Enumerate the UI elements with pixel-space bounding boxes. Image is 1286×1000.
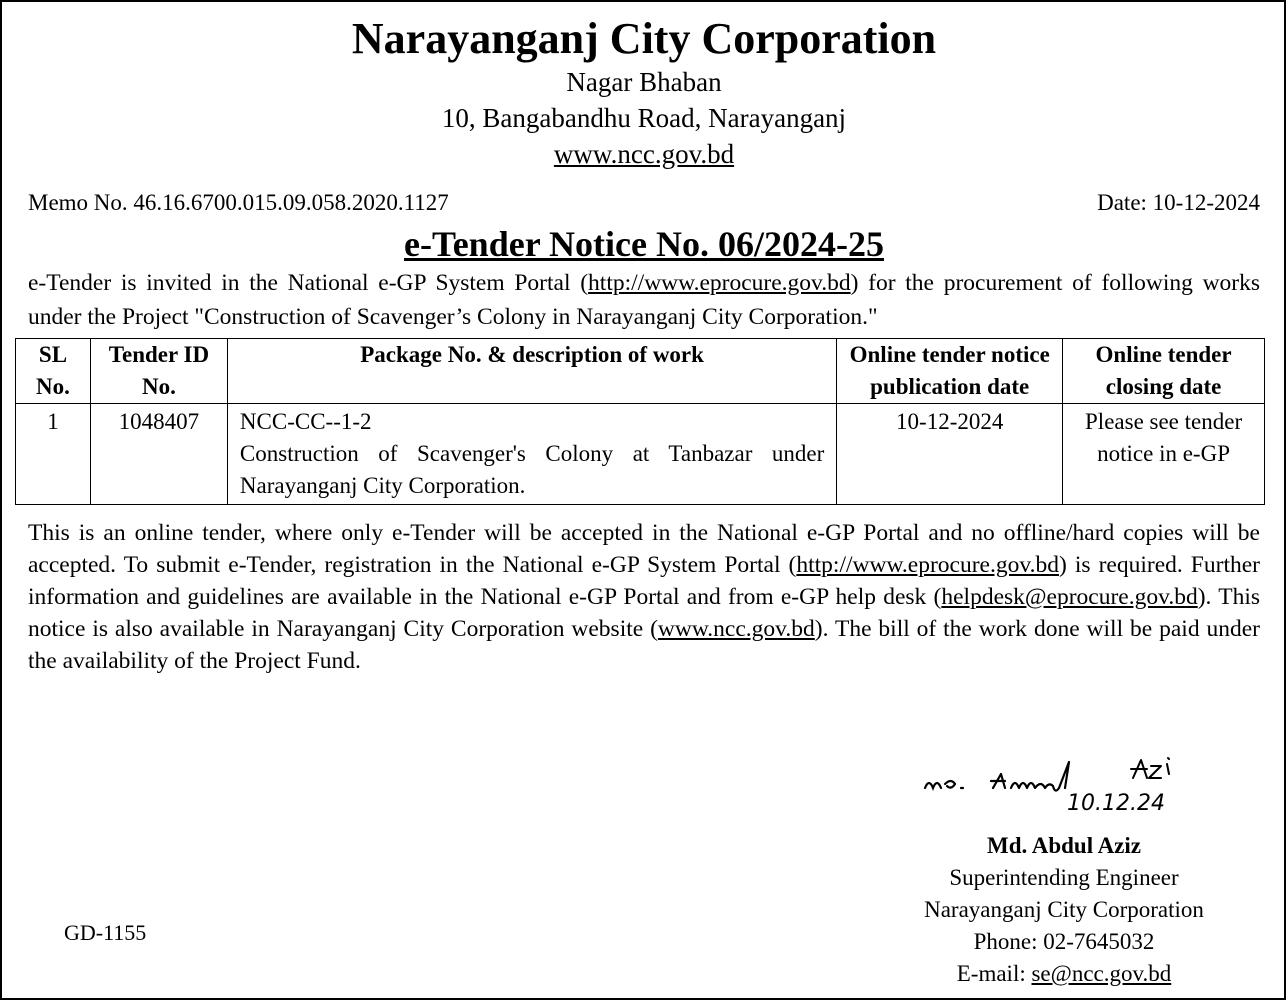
intro-text-2: ) for the procurement of following works under the Project "Construction of Scavenger’s Colony in Narayanganj City Corporation." xyxy=(28,270,1261,330)
header-closing-date: Online tender closing date xyxy=(1063,339,1265,404)
table-row xyxy=(16,404,1265,505)
signer-name: Md. Abdul Aziz xyxy=(986,833,1141,858)
gd-number: GD-1155 xyxy=(64,920,147,945)
header-tender-id: Tender ID No. xyxy=(90,339,227,404)
cell-closing-date: Please see tender notice in e-GP xyxy=(1063,404,1265,505)
memo-date: Date: 10-12-2024 xyxy=(1097,190,1260,215)
header-package: Package No. & description of work xyxy=(227,339,836,404)
address: 10, Bangabandhu Road, Narayanganj xyxy=(441,103,847,133)
table-header-row xyxy=(16,339,1265,404)
cell-tender-id: 1048407 xyxy=(90,404,227,505)
notice-title: e-Tender Notice No. 06/2024-25 xyxy=(404,224,884,264)
body-text-4: ). The bill of the work done will be paid under the availability of the Project Fund. xyxy=(28,616,1260,674)
website-link[interactable]: www.ncc.gov.bd xyxy=(553,139,735,169)
body-text-3: ). This notice is also available in Narayanganj City Corporation website ( xyxy=(28,584,1260,642)
website-line xyxy=(28,136,1260,172)
memo-number: Memo No. 46.16.6700.015.09.058.2020.1127 xyxy=(28,190,449,215)
ncc-website-link[interactable]: www.ncc.gov.bd xyxy=(657,616,815,642)
signer-phone: Phone: 02-7645032 xyxy=(973,929,1155,954)
cell-sl: 1 xyxy=(16,404,91,505)
intro-text-1: e-Tender is invited in the National e-GP System Portal ( xyxy=(28,270,589,296)
header-sl: SL No. xyxy=(16,339,91,404)
signature-block xyxy=(894,754,1234,990)
package-description: Construction of Scavenger's Colony at Tanbazar under Narayanganj City Corporation. xyxy=(239,441,825,498)
cell-publication-date: 10-12-2024 xyxy=(837,404,1063,505)
header-publication-date: Online tender notice publication date xyxy=(837,339,1063,404)
body-paragraph xyxy=(28,517,1260,677)
building-name: Nagar Bhaban xyxy=(566,67,722,97)
package-number: NCC-CC--1-2 xyxy=(239,409,372,434)
signer-email-line xyxy=(894,958,1234,990)
signer-organization: Narayanganj City Corporation xyxy=(924,897,1204,922)
cell-package xyxy=(227,404,836,505)
handwritten-signature xyxy=(919,754,1209,816)
eprocure-link-2[interactable]: http://www.eprocure.gov.bd xyxy=(796,552,1059,578)
intro-paragraph xyxy=(28,266,1260,334)
eprocure-link[interactable]: http://www.eprocure.gov.bd xyxy=(588,270,851,296)
tender-table xyxy=(15,338,1265,505)
body-text-2: ) is required. Further information and guidelines are available in the National e-GP Portal and from e-GP help desk ( xyxy=(28,552,1260,610)
body-text-1: This is an online tender, where only e-Tender will be accepted in the National e-GP Portal and no offline/hard copies will be accepted. To submit e-Tender, registration in the National e-GP System Portal ( xyxy=(28,520,1260,578)
signature-date: 10.12.24 xyxy=(1067,791,1165,816)
header xyxy=(28,14,1260,172)
signer-designation: Superintending Engineer xyxy=(949,865,1179,890)
org-name: Narayanganj City Corporation xyxy=(351,14,937,63)
memo-row xyxy=(28,188,1260,218)
signer-email-link[interactable]: se@ncc.gov.bd xyxy=(1031,961,1172,986)
signer-email-label: E-mail: xyxy=(956,961,1032,986)
helpdesk-email-link[interactable]: helpdesk@eprocure.gov.bd xyxy=(941,584,1198,610)
